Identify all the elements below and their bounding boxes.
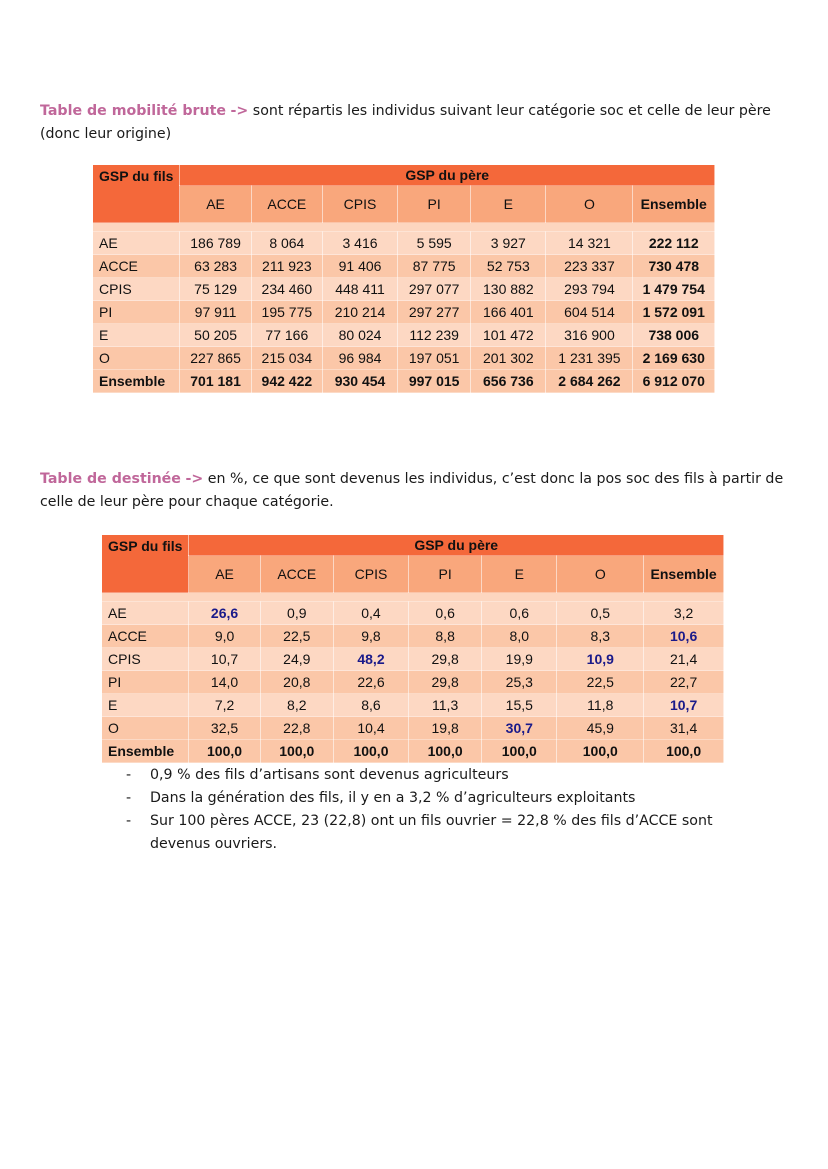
table-cell: 0,6 [409, 602, 482, 625]
table-cell: 100,0 [644, 740, 724, 763]
table-cell: 9,0 [189, 625, 260, 648]
table-row [93, 255, 715, 278]
table-cell: 100,0 [189, 740, 260, 763]
table-cell-highlight: 10,7 [644, 694, 724, 717]
column-header: AE [180, 186, 251, 223]
table-cell: 100,0 [557, 740, 644, 763]
table-cell: 0,4 [333, 602, 408, 625]
section-title: Table de mobilité brute [40, 103, 226, 119]
column-header: E [482, 556, 557, 593]
table-cell: 1 231 395 [546, 347, 633, 370]
table-cell: 100,0 [333, 740, 408, 763]
table-cell: 448 411 [322, 278, 397, 301]
table-cell: 14 321 [546, 232, 633, 255]
row-label: AE [93, 232, 180, 255]
table-row [102, 694, 724, 717]
table-cell: 80 024 [322, 324, 397, 347]
column-header: PI [398, 186, 471, 223]
table-cell: 100,0 [409, 740, 482, 763]
table-cell: 75 129 [180, 278, 251, 301]
table-cell: 293 794 [546, 278, 633, 301]
table-cell: 10,4 [333, 717, 408, 740]
father-header: GSP du père [189, 535, 724, 556]
table-cell: 8 064 [251, 232, 322, 255]
row-label: E [102, 694, 189, 717]
table-cell: 211 923 [251, 255, 322, 278]
table-cell: 77 166 [251, 324, 322, 347]
table-cell: 20,8 [260, 671, 333, 694]
column-header: ACCE [260, 556, 333, 593]
table-row [102, 717, 724, 740]
table-cell: 9,8 [333, 625, 408, 648]
row-label: O [93, 347, 180, 370]
dash-bullet: - [126, 767, 132, 783]
section-mobilite-brute [40, 100, 800, 146]
table-cell-highlight: 10,9 [557, 648, 644, 671]
table-destinee [102, 535, 724, 763]
table-cell: 100,0 [260, 740, 333, 763]
section-title: Table de destinée [40, 471, 181, 487]
table-cell: 942 422 [251, 370, 322, 393]
table-cell: 50 205 [180, 324, 251, 347]
table-cell: 195 775 [251, 301, 322, 324]
list-item [100, 787, 760, 810]
table-row [102, 602, 724, 625]
table-row [102, 648, 724, 671]
table-cell: 22,5 [557, 671, 644, 694]
table-cell: 215 034 [251, 347, 322, 370]
row-label: ACCE [93, 255, 180, 278]
table-cell-highlight: 26,6 [189, 602, 260, 625]
table-cell: 316 900 [546, 324, 633, 347]
table-cell: 3,2 [644, 602, 724, 625]
table-cell: 15,5 [482, 694, 557, 717]
table-row-total [102, 740, 724, 763]
table-cell: 210 214 [322, 301, 397, 324]
section-description: en %, ce que sont devenus les individus, c’est donc la pos soc des fils à partir de celle de leur père pour chaque catégorie. [40, 471, 784, 510]
table-cell: 2 684 262 [546, 370, 633, 393]
table-cell: 297 077 [398, 278, 471, 301]
column-header: Ensemble [633, 186, 715, 223]
table-cell: 8,3 [557, 625, 644, 648]
table-cell: 197 051 [398, 347, 471, 370]
table-cell: 0,9 [260, 602, 333, 625]
table-cell: 930 454 [322, 370, 397, 393]
table-cell: 8,6 [333, 694, 408, 717]
table-cell: 32,5 [189, 717, 260, 740]
table-cell: 186 789 [180, 232, 251, 255]
column-header: E [471, 186, 546, 223]
table-cell: 7,2 [189, 694, 260, 717]
table-cell: 24,9 [260, 648, 333, 671]
notes-list [100, 764, 760, 856]
row-label: CPIS [93, 278, 180, 301]
table-cell: 2 169 630 [633, 347, 715, 370]
row-label: Ensemble [102, 740, 189, 763]
table-row [102, 671, 724, 694]
note-text: Sur 100 pères ACCE, 23 (22,8) ont un fils ouvrier = 22,8 % des fils d’ACCE sont devenus ouvriers. [150, 813, 713, 852]
section-description: sont répartis les individus suivant leur catégorie soc et celle de leur père (donc leur origine) [40, 103, 771, 142]
table-cell: 227 865 [180, 347, 251, 370]
table-cell-highlight: 48,2 [333, 648, 408, 671]
table-cell: 11,3 [409, 694, 482, 717]
table-cell: 701 181 [180, 370, 251, 393]
table-cell: 730 478 [633, 255, 715, 278]
column-header: O [546, 186, 633, 223]
arrow-text: -> [185, 471, 204, 487]
table-cell: 234 460 [251, 278, 322, 301]
table-cell: 738 006 [633, 324, 715, 347]
table-cell: 31,4 [644, 717, 724, 740]
column-header: PI [409, 556, 482, 593]
table-cell: 1 572 091 [633, 301, 715, 324]
table-cell: 14,0 [189, 671, 260, 694]
row-label: CPIS [102, 648, 189, 671]
table-cell: 6 912 070 [633, 370, 715, 393]
table-corner-label: GSP du fils [102, 535, 189, 593]
arrow-text: -> [230, 103, 249, 119]
table-cell: 223 337 [546, 255, 633, 278]
table-cell: 201 302 [471, 347, 546, 370]
row-label: O [102, 717, 189, 740]
column-header: Ensemble [644, 556, 724, 593]
row-label: PI [102, 671, 189, 694]
table-row [93, 232, 715, 255]
table-cell: 11,8 [557, 694, 644, 717]
table-cell: 0,6 [482, 602, 557, 625]
table-cell: 112 239 [398, 324, 471, 347]
row-label: E [93, 324, 180, 347]
table-cell: 29,8 [409, 671, 482, 694]
table-cell: 52 753 [471, 255, 546, 278]
table-cell: 96 984 [322, 347, 397, 370]
table-cell: 101 472 [471, 324, 546, 347]
table-cell: 297 277 [398, 301, 471, 324]
table-cell: 1 479 754 [633, 278, 715, 301]
table-cell: 8,8 [409, 625, 482, 648]
table-row [93, 301, 715, 324]
table-cell: 25,3 [482, 671, 557, 694]
column-header: CPIS [333, 556, 408, 593]
dash-bullet: - [126, 790, 132, 806]
column-header: O [557, 556, 644, 593]
table-cell: 8,0 [482, 625, 557, 648]
table-cell: 29,8 [409, 648, 482, 671]
table-cell: 22,8 [260, 717, 333, 740]
row-label: Ensemble [93, 370, 180, 393]
column-header: CPIS [322, 186, 397, 223]
table-cell: 166 401 [471, 301, 546, 324]
table-cell-highlight: 10,6 [644, 625, 724, 648]
row-label: AE [102, 602, 189, 625]
note-text: 0,9 % des fils d’artisans sont devenus agriculteurs [150, 767, 509, 783]
section-destinee [40, 468, 800, 514]
column-header: AE [189, 556, 260, 593]
table-corner-label: GSP du fils [93, 165, 180, 223]
table-cell: 222 112 [633, 232, 715, 255]
table-row [93, 324, 715, 347]
table-cell: 3 416 [322, 232, 397, 255]
table-cell: 97 911 [180, 301, 251, 324]
table-cell: 22,6 [333, 671, 408, 694]
table-cell: 10,7 [189, 648, 260, 671]
list-item [100, 764, 760, 787]
table-row [102, 625, 724, 648]
table-cell: 91 406 [322, 255, 397, 278]
list-item [100, 810, 760, 856]
father-header: GSP du père [180, 165, 715, 186]
table-cell: 656 736 [471, 370, 546, 393]
table-cell: 87 775 [398, 255, 471, 278]
table-cell: 130 882 [471, 278, 546, 301]
table-cell: 8,2 [260, 694, 333, 717]
table-row [93, 347, 715, 370]
table-row-total [93, 370, 715, 393]
column-header: ACCE [251, 186, 322, 223]
dash-bullet: - [126, 813, 132, 829]
table-cell: 45,9 [557, 717, 644, 740]
row-label: PI [93, 301, 180, 324]
table-cell: 5 595 [398, 232, 471, 255]
note-text: Dans la génération des fils, il y en a 3,2 % d’agriculteurs exploitants [150, 790, 636, 806]
table-cell: 997 015 [398, 370, 471, 393]
table-row [93, 278, 715, 301]
table-cell-highlight: 30,7 [482, 717, 557, 740]
row-label: ACCE [102, 625, 189, 648]
table-cell: 604 514 [546, 301, 633, 324]
table-cell: 63 283 [180, 255, 251, 278]
table-cell: 3 927 [471, 232, 546, 255]
table-cell: 21,4 [644, 648, 724, 671]
table-cell: 100,0 [482, 740, 557, 763]
table-cell: 0,5 [557, 602, 644, 625]
table-cell: 22,5 [260, 625, 333, 648]
table-mobilite-brute [93, 165, 715, 393]
table-cell: 22,7 [644, 671, 724, 694]
table-cell: 19,8 [409, 717, 482, 740]
table-cell: 19,9 [482, 648, 557, 671]
